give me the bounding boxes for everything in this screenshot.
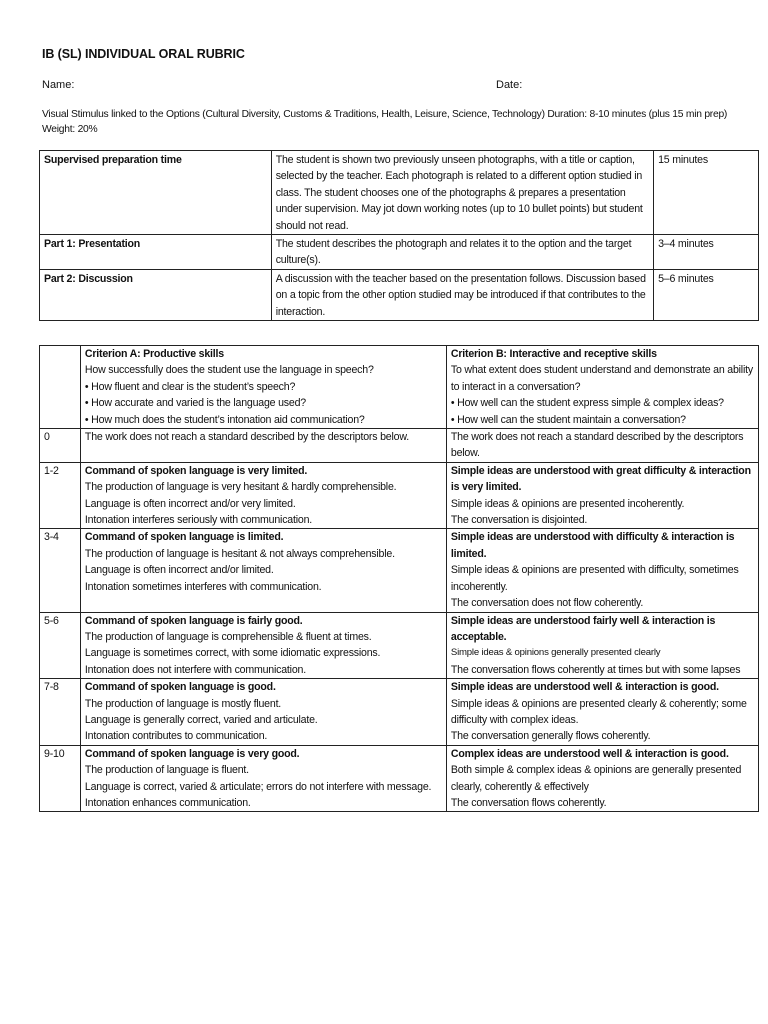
time-cell: 3–4 minutes	[654, 235, 759, 270]
descriptor-line: Simple ideas & opinions are presented incoherently.	[450, 497, 685, 510]
table-row	[40, 269, 759, 320]
descriptor-line: The production of language is hesitant & not always comprehensible.	[84, 547, 395, 560]
descriptor-line: The work does not reach a standard described by the descriptors below.	[450, 431, 744, 460]
table-row	[40, 462, 759, 529]
table-row	[40, 612, 759, 679]
criterion-b-line: • How well can the student express simple & complex ideas?	[450, 397, 724, 410]
criterion-b-line: • How well can the student maintain a conversation?	[450, 413, 686, 426]
descriptor-line: Intonation contributes to communication.	[84, 730, 268, 743]
description-cell: The student is shown two previously unseen photographs, with a title or caption, selected by the teacher. Each photograph is related to a different option studied in class. The student chooses one of the photographs & prepares a presentation under supervision. May jot down working notes (up to 10 bullet points) but student should not read.	[271, 151, 653, 235]
criterion-b-line: To what extent does student understand and demonstrate an ability to interact in a conversation?	[450, 364, 753, 393]
criterion-a-cell	[80, 462, 446, 529]
descriptor-line: Intonation sometimes interferes with communication.	[84, 580, 322, 593]
descriptor-heading: Simple ideas are understood well & interaction is good.	[450, 681, 719, 694]
weight-line: Weight: 20%	[42, 124, 98, 135]
rubric-header-row	[40, 346, 759, 429]
description-cell: The student describes the photograph and relates it to the option and the target culture(s).	[271, 235, 653, 270]
descriptor-line: The production of language is mostly fluent.	[84, 697, 282, 710]
descriptor-line: Intonation enhances communication.	[84, 796, 251, 809]
criterion-b-cell	[446, 429, 758, 463]
descriptor-line: Simple ideas & opinions generally presented clearly	[450, 647, 661, 659]
descriptor-heading: Complex ideas are understood well & interaction is good.	[450, 747, 729, 760]
table-row	[40, 745, 759, 812]
descriptor-heading: Command of spoken language is good.	[84, 681, 276, 694]
descriptor-line: The conversation does not flow coherently.	[450, 597, 644, 610]
score-cell: 7-8	[40, 679, 81, 746]
table-row	[40, 429, 759, 463]
rubric-table	[39, 345, 759, 812]
criterion-a-cell	[80, 679, 446, 746]
score-cell: 1-2	[40, 462, 81, 529]
descriptor-heading: Command of spoken language is fairly good.	[84, 614, 303, 627]
descriptor-line: The work does not reach a standard described by the descriptors below.	[84, 431, 409, 444]
score-header-cell	[40, 346, 81, 429]
descriptor-heading: Command of spoken language is very good.	[84, 747, 300, 760]
table-row	[40, 235, 759, 270]
criterion-a-cell	[80, 612, 446, 679]
descriptor-line: Simple ideas & opinions are presented clearly & coherently; some difficulty with complex ideas.	[450, 697, 747, 726]
criterion-a-line: • How accurate and varied is the language used?	[84, 397, 306, 410]
descriptor-line: The production of language is comprehensible & fluent at times.	[84, 630, 372, 643]
descriptor-heading: Command of spoken language is very limited.	[84, 464, 308, 477]
criterion-b-cell	[446, 612, 758, 679]
descriptor-line: Language is often incorrect and/or very limited.	[84, 497, 296, 510]
description-cell: A discussion with the teacher based on the presentation follows. Discussion based on a topic from the other option studied may be introduced if that contributes to the interaction.	[271, 269, 653, 320]
descriptor-line: The production of language is fluent.	[84, 764, 249, 777]
time-cell: 15 minutes	[654, 151, 759, 235]
criterion-b-cell	[446, 745, 758, 812]
stimulus-info	[42, 107, 742, 137]
descriptor-heading: Simple ideas are understood with great difficulty & interaction is very limited.	[450, 464, 751, 494]
descriptor-line: Language is generally correct, varied and articulate.	[84, 713, 318, 726]
score-cell: 0	[40, 429, 81, 463]
descriptor-heading: Simple ideas are understood fairly well & interaction is acceptable.	[450, 614, 716, 643]
table-row	[40, 679, 759, 746]
descriptor-heading: Command of spoken language is limited.	[84, 531, 284, 544]
descriptor-line: Both simple & complex ideas & opinions are generally presented clearly, coherently & effectively	[450, 764, 742, 793]
descriptor-line: Language is correct, varied & articulate; errors do not interfere with message.	[84, 780, 432, 793]
stimulus-line: Visual Stimulus linked to the Options (Cultural Diversity, Customs & Traditions, Health, Leisure, Science, Technology) Duration: 8-10 minutes (plus 15 min prep)	[42, 109, 728, 120]
overview-table	[39, 150, 759, 321]
part-cell: Part 2: Discussion	[40, 269, 272, 320]
descriptor-line: Simple ideas & opinions are presented with difficulty, sometimes incoherently.	[450, 564, 739, 593]
criterion-a-cell	[80, 529, 446, 612]
criterion-b-heading: Criterion B: Interactive and receptive skills	[450, 348, 657, 360]
criterion-b-cell	[446, 529, 758, 612]
criterion-a-line: • How fluent and clear is the student’s speech?	[84, 380, 296, 393]
criterion-a-header	[80, 346, 446, 429]
descriptor-line: Intonation interferes seriously with communication.	[84, 514, 313, 527]
score-cell: 9-10	[40, 745, 81, 812]
criterion-b-cell	[446, 462, 758, 529]
descriptor-line: The conversation flows coherently.	[450, 796, 607, 809]
table-row	[40, 151, 759, 235]
criterion-b-cell	[446, 679, 758, 746]
part-cell: Part 1: Presentation	[40, 235, 272, 270]
score-cell: 5-6	[40, 612, 81, 679]
score-cell: 3-4	[40, 529, 81, 612]
descriptor-line: The conversation flows coherently at times but with some lapses	[450, 663, 741, 676]
descriptor-heading: Simple ideas are understood with difficulty & interaction is limited.	[450, 531, 735, 560]
time-cell: 5–6 minutes	[654, 269, 759, 320]
page-title: IB (SL) INDIVIDUAL ORAL RUBRIC	[42, 47, 245, 61]
descriptor-line: The conversation is disjointed.	[450, 514, 588, 527]
descriptor-line: Language is often incorrect and/or limited.	[84, 564, 274, 577]
descriptor-line: Language is sometimes correct, with some idiomatic expressions.	[84, 647, 381, 660]
part-cell: Supervised preparation time	[40, 151, 272, 235]
descriptor-line: The production of language is very hesitant & hardly comprehensible.	[84, 481, 397, 494]
criterion-a-cell	[80, 429, 446, 463]
criterion-b-header	[446, 346, 758, 429]
table-row	[40, 529, 759, 612]
descriptor-line: The conversation generally flows coherently.	[450, 730, 651, 743]
name-label: Name:	[42, 79, 75, 91]
criterion-a-cell	[80, 745, 446, 812]
descriptor-line: Intonation does not interfere with communication.	[84, 663, 306, 676]
date-label: Date:	[496, 79, 523, 91]
criterion-a-line: • How much does the student’s intonation aid communication?	[84, 413, 365, 426]
criterion-a-heading: Criterion A: Productive skills	[84, 348, 224, 360]
criterion-a-line: How successfully does the student use the language in speech?	[84, 364, 374, 377]
